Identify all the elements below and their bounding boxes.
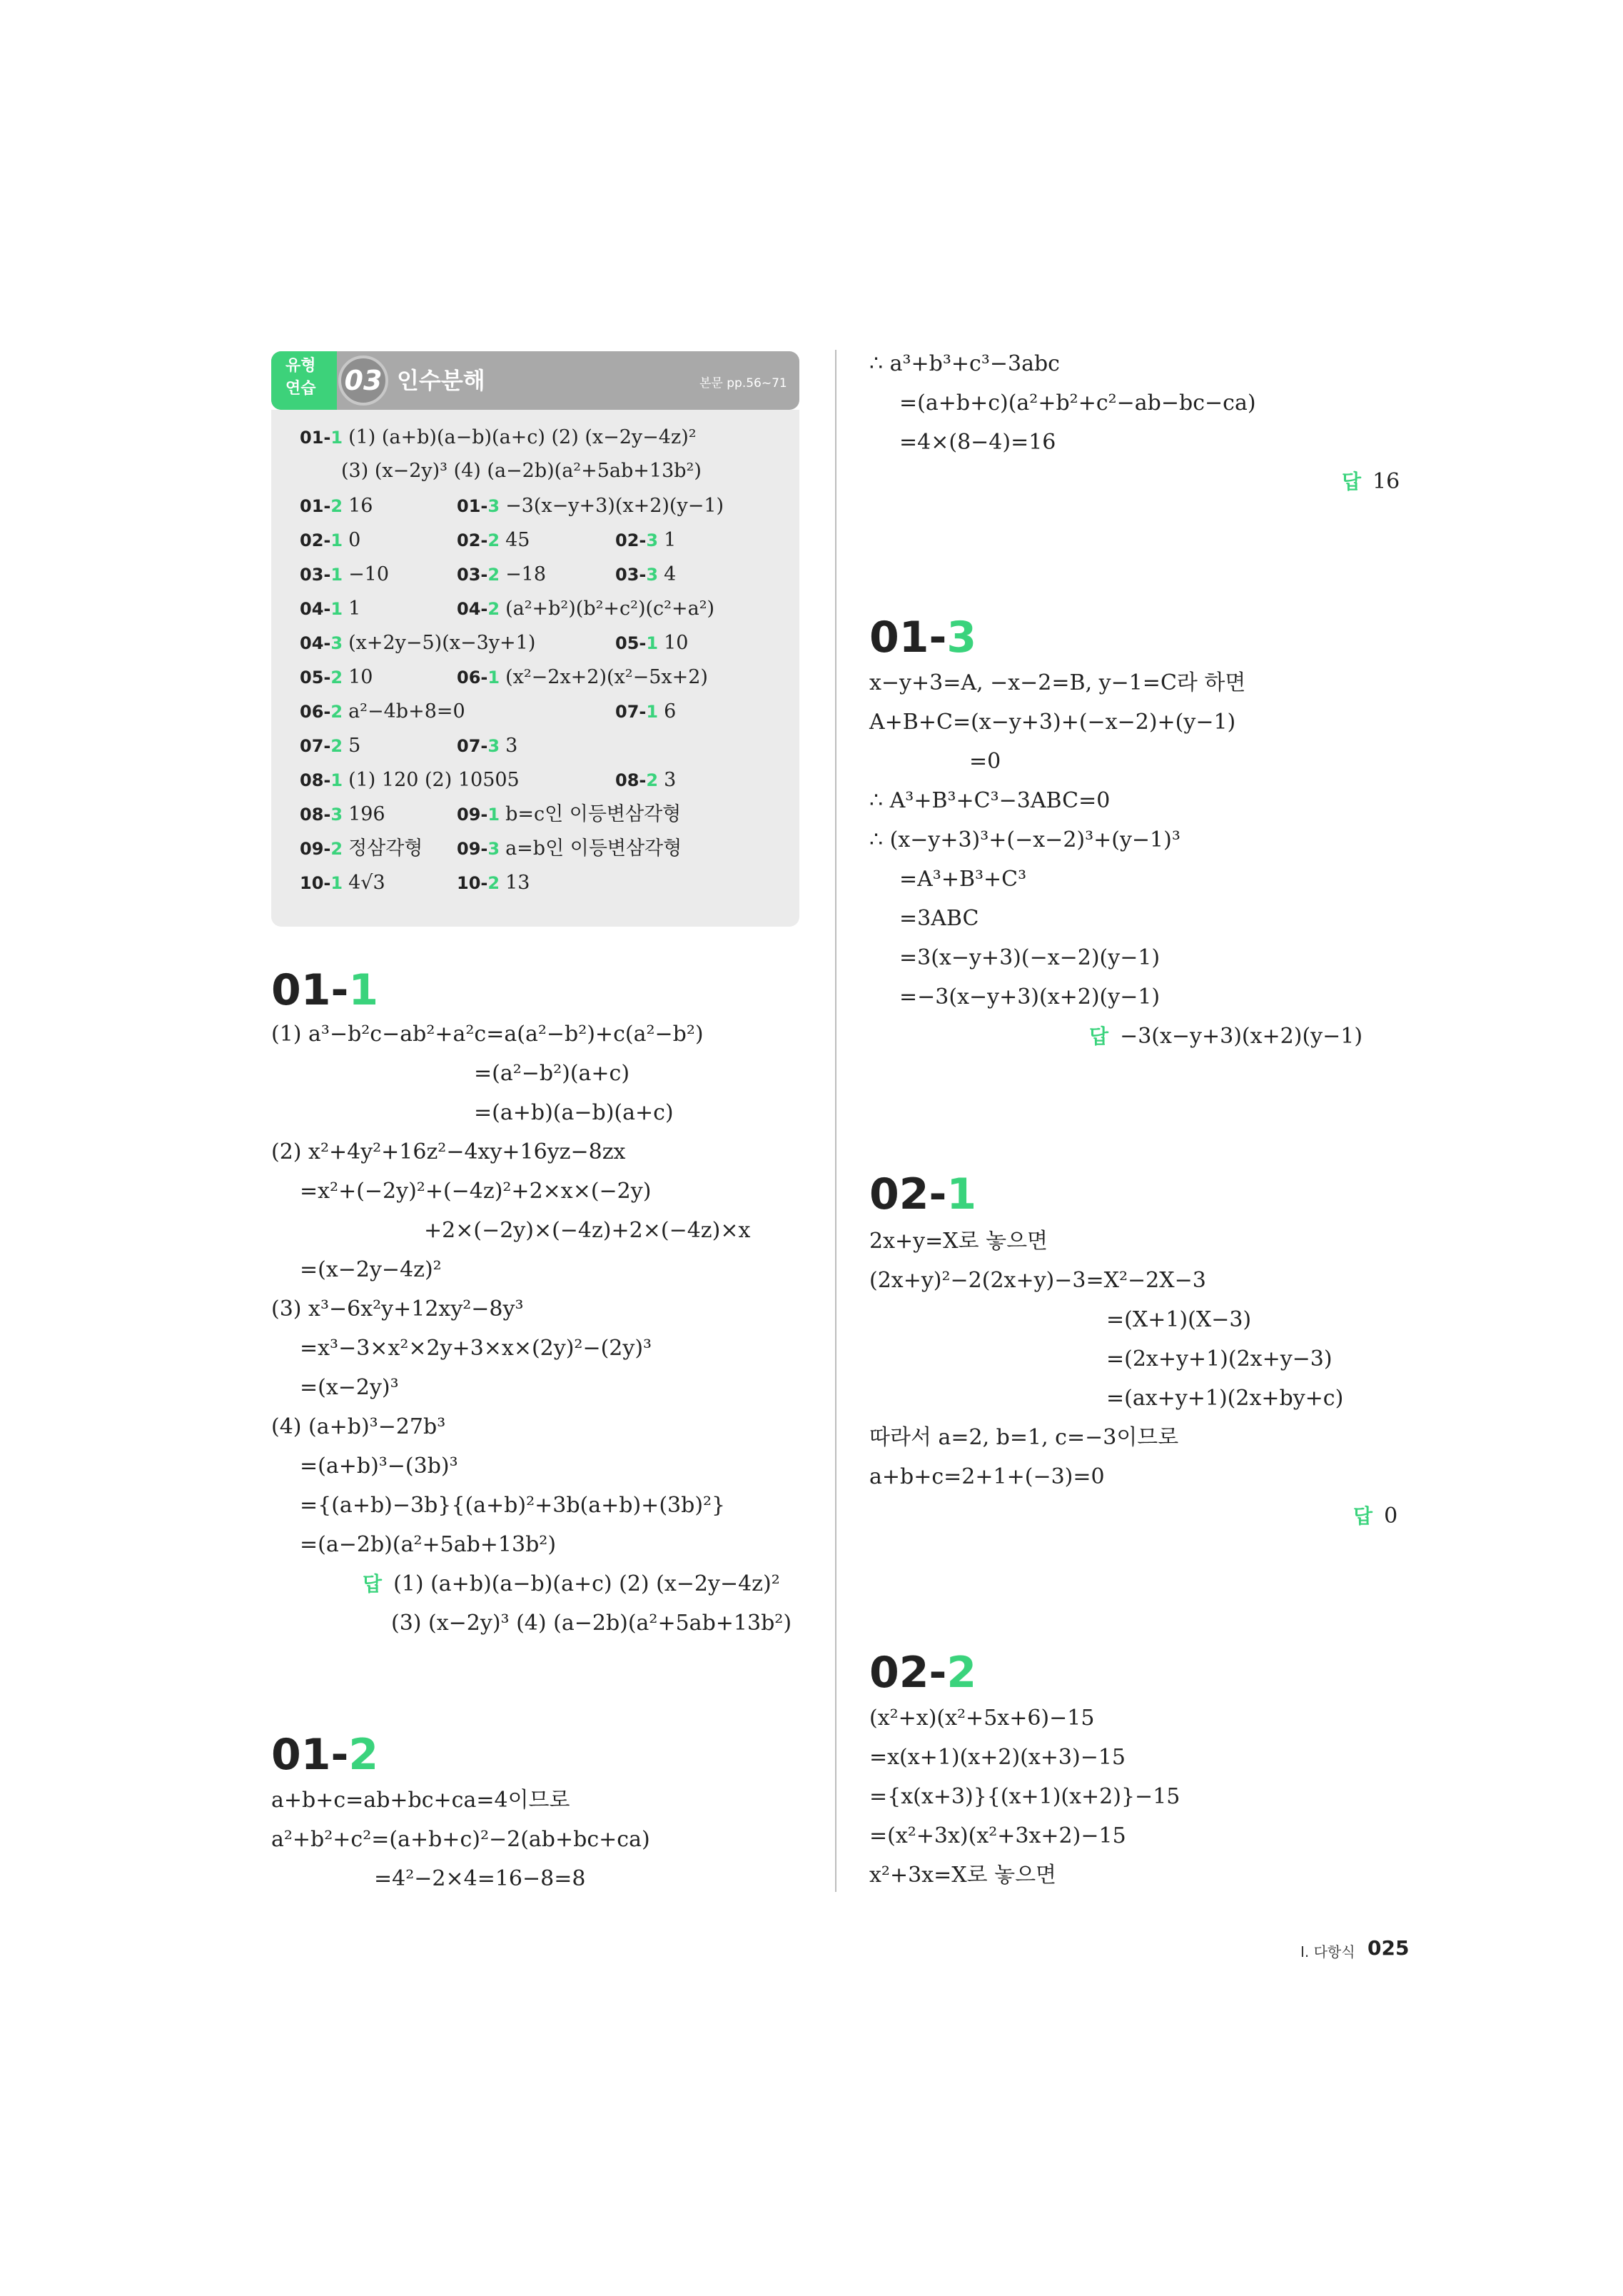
solution-line: =(2x+y+1)(2x+y−3): [1106, 1346, 1333, 1371]
solution-line: =(x−2y)³: [300, 1375, 399, 1400]
badge-line1: 유형: [285, 357, 316, 375]
footer-section-label: I. 다항식: [1300, 1943, 1355, 1960]
answer-row: 03-2 −18: [457, 563, 547, 585]
solution-line: =−3(x−y+3)(x+2)(y−1): [899, 985, 1161, 1009]
solution-line: ={(a+b)−3b}{(a+b)²+3b(a+b)+(3b)²}: [300, 1493, 726, 1518]
answer-line: 답 0: [1353, 1504, 1398, 1529]
answer-row: 08-2 3: [615, 769, 677, 791]
answer-row: 05-1 10: [615, 632, 689, 654]
answer-row: 03-1 −10: [300, 563, 390, 585]
answer-row: 08-1 (1) 120 (2) 10505: [300, 769, 520, 791]
answer-row: 02-2 45: [457, 529, 530, 551]
solution-line: =4×(8−4)=16: [899, 430, 1056, 455]
section-heading-01-3: 01-3: [869, 613, 977, 663]
solution-line: =(x²+3x)(x²+3x+2)−15: [869, 1823, 1126, 1848]
answer-row: 02-3 1: [615, 529, 677, 551]
solution-line: =0: [969, 749, 1001, 774]
answer-row: 10-1 4√3: [300, 872, 385, 894]
solution-line: =3(x−y+3)(−x−2)(y−1): [899, 945, 1161, 970]
solution-line: =3ABC: [899, 906, 979, 931]
section-heading-02-1: 02-1: [869, 1169, 977, 1219]
answer-row: 07-1 6: [615, 700, 677, 722]
answer-row: 09-1 b=c인 이등변삼각형: [457, 803, 682, 825]
answer-row: 10-2 13: [457, 872, 530, 894]
solution-line: ={x(x+3)}{(x+1)(x+2)}−15: [869, 1784, 1180, 1809]
answer-row: 09-3 a=b인 이등변삼각형: [457, 837, 682, 860]
answer-line: (3) (x−2y)³ (4) (a−2b)(a²+5ab+13b²): [391, 1611, 792, 1636]
solution-line: +2×(−2y)×(−4z)+2×(−4z)×x: [424, 1218, 751, 1243]
solution-line: (4) (a+b)³−27b³: [271, 1414, 446, 1439]
solution-line: ∴ A³+B³+C³−3ABC=0: [869, 788, 1111, 813]
solution-line: =4²−2×4=16−8=8: [374, 1866, 586, 1891]
answer-row: 04-1 1: [300, 598, 361, 620]
solution-line: =A³+B³+C³: [899, 867, 1027, 892]
solution-line: =(X+1)(X−3): [1106, 1307, 1252, 1332]
answer-row: 04-3 (x+2y−5)(x−3y+1): [300, 632, 536, 654]
solution-line: a+b+c=ab+bc+ca=4이므로: [271, 1788, 570, 1813]
answer-row: 03-3 4: [615, 563, 677, 585]
badge-line2: 연습: [285, 380, 316, 398]
answer-row: 07-3 3: [457, 735, 518, 757]
answer-row: 05-2 10: [300, 666, 373, 688]
solution-line: =(ax+y+1)(2x+by+c): [1106, 1386, 1344, 1411]
column-divider: [835, 350, 836, 1892]
solution-line: (3) x³−6x²y+12xy²−8y³: [271, 1296, 524, 1321]
solution-line: =(a²−b²)(a+c): [474, 1061, 630, 1086]
page-number: 025: [1367, 1936, 1410, 1960]
chapter-number: 03: [338, 356, 388, 406]
answer-row: 08-3 196: [300, 803, 385, 825]
answer-row: 02-1 0: [300, 529, 361, 551]
answer-row: 07-2 5: [300, 735, 361, 757]
solution-line: =(a+b+c)(a²+b²+c²−ab−bc−ca): [899, 391, 1256, 416]
answer-row: 06-2 a²−4b+8=0: [300, 700, 465, 722]
solution-line: a²+b²+c²=(a+b+c)²−2(ab+bc+ca): [271, 1827, 650, 1852]
solution-line: (x²+x)(x²+5x+6)−15: [869, 1706, 1095, 1731]
solution-line: =(a+b)(a−b)(a+c): [474, 1100, 674, 1125]
answer-row: 01-1 (1) (a+b)(a−b)(a+c) (2) (x−2y−4z)²: [300, 426, 697, 448]
solution-line: x−y+3=A, −x−2=B, y−1=C라 하면: [869, 670, 1246, 695]
solution-line: ∴ a³+b³+c³−3abc: [869, 351, 1060, 376]
solution-line: =(a+b)³−(3b)³: [300, 1454, 458, 1479]
solution-line: ∴ (x−y+3)³+(−x−2)³+(y−1)³: [869, 827, 1180, 852]
solution-line: x²+3x=X로 놓으면: [869, 1863, 1057, 1888]
solution-line: (2x+y)²−2(2x+y)−3=X²−2X−3: [869, 1268, 1206, 1293]
solution-line: a+b+c=2+1+(−3)=0: [869, 1464, 1105, 1489]
chapter-title: 인수분해: [397, 367, 485, 394]
answer-line: 답 (1) (a+b)(a−b)(a+c) (2) (x−2y−4z)²: [363, 1571, 780, 1596]
answer-row: 06-1 (x²−2x+2)(x²−5x+2): [457, 666, 708, 688]
solution-line: =(x−2y−4z)²: [300, 1257, 442, 1282]
section-heading-01-2: 01-2: [271, 1730, 379, 1780]
solution-line: A+B+C=(x−y+3)+(−x−2)+(y−1): [869, 710, 1236, 735]
section-heading-01-1: 01-1: [271, 965, 379, 1015]
solution-line: (2) x²+4y²+16z²−4xy+16yz−8zx: [271, 1139, 626, 1164]
practice-badge: [271, 351, 337, 410]
answer-row: 01-2 16: [300, 495, 373, 517]
answer-row: 09-2 정삼각형: [300, 837, 423, 860]
solution-line: =x²+(−2y)²+(−4z)²+2×x×(−2y): [300, 1179, 652, 1204]
page-reference: 본문 pp.56~71: [699, 376, 787, 391]
solution-line: 2x+y=X로 놓으면: [869, 1229, 1048, 1254]
answer-line: 답 16: [1342, 469, 1400, 494]
answer-row: (3) (x−2y)³ (4) (a−2b)(a²+5ab+13b²): [341, 460, 702, 482]
solution-line: =x³−3×x²×2y+3×x×(2y)²−(2y)³: [300, 1336, 652, 1361]
answer-line: 답 −3(x−y+3)(x+2)(y−1): [1089, 1024, 1363, 1049]
solution-line: (1) a³−b²c−ab²+a²c=a(a²−b²)+c(a²−b²): [271, 1022, 704, 1047]
answer-row: 01-3 −3(x−y+3)(x+2)(y−1): [457, 495, 724, 517]
solution-line: =x(x+1)(x+2)(x+3)−15: [869, 1745, 1126, 1770]
solution-line: 따라서 a=2, b=1, c=−3이므로: [869, 1425, 1179, 1450]
section-heading-02-2: 02-2: [869, 1648, 977, 1698]
answer-row: 04-2 (a²+b²)(b²+c²)(c²+a²): [457, 598, 715, 620]
solution-line: =(a−2b)(a²+5ab+13b²): [300, 1532, 557, 1557]
